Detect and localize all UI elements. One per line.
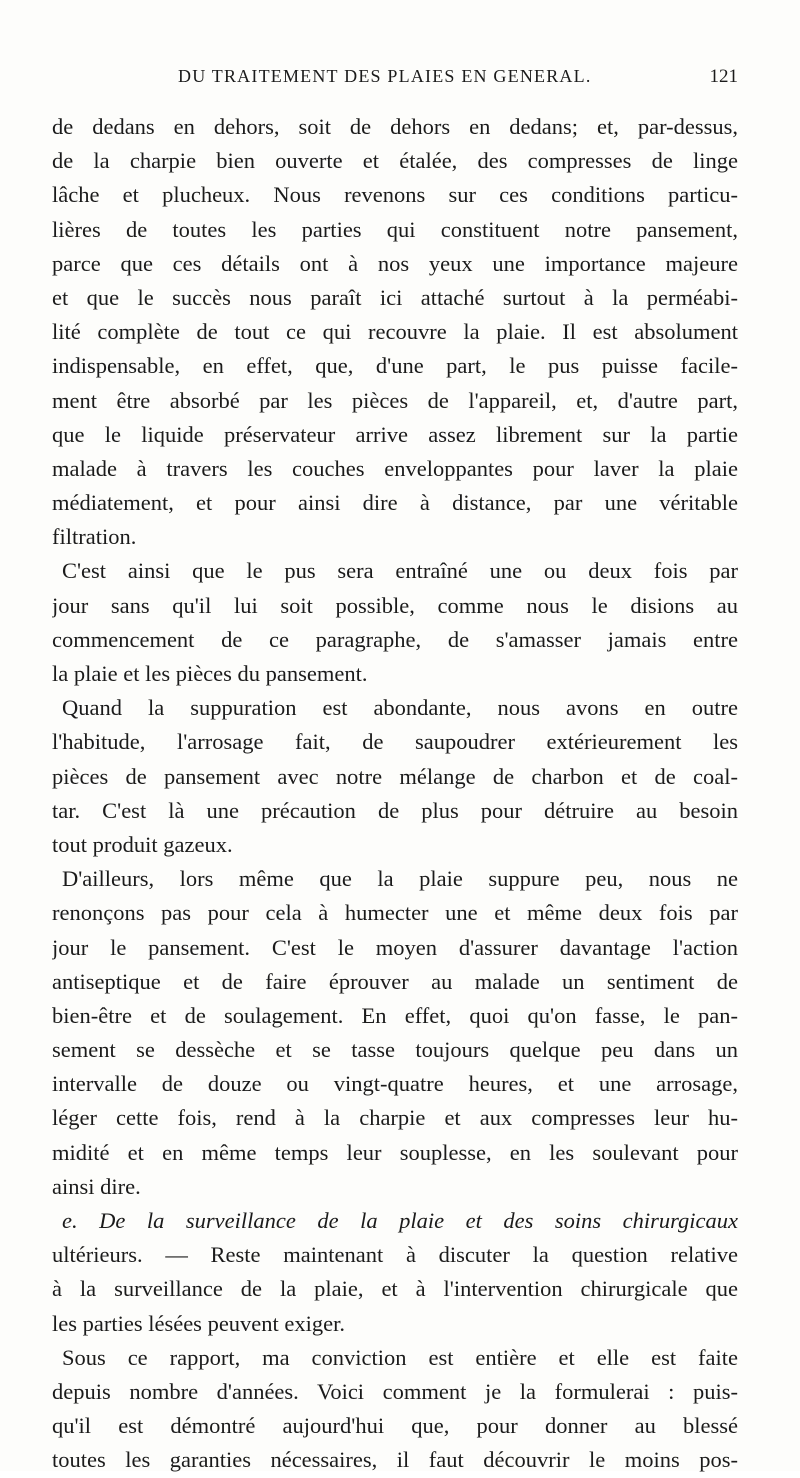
text-line: que le liquide préservateur arrive assez librement sur la partie xyxy=(52,421,738,447)
text-line: intervalle de douze ou vingt-quatre heures, et une arrosage, xyxy=(52,1071,738,1097)
text-line: midité et en même temps leur souplesse, en les soulevant pour xyxy=(52,1139,738,1165)
text-line: lières de toutes les parties qui constituent notre pansement, xyxy=(52,216,738,242)
page-number: 121 xyxy=(709,66,738,87)
body-text xyxy=(52,110,738,1478)
section-heading-line: e. De la surveillance de la plaie et des soins chirurgicaux xyxy=(62,1208,738,1233)
text-line: la plaie et les pièces du pansement. xyxy=(52,661,368,686)
text-line: et que le succès nous paraît ici attaché surtout à la perméabi- xyxy=(52,284,738,310)
text-line: ultérieurs. — Reste maintenant à discuter la question relative xyxy=(52,1242,738,1268)
text-line: tout produit gazeux. xyxy=(52,831,233,857)
text-line: de la charpie bien ouverte et étalée, des compresses de linge xyxy=(52,148,738,174)
text-line: bien-être et de soulagement. En effet, quoi qu'on fasse, le pan- xyxy=(52,1002,738,1028)
text-line: de dedans en dehors, soit de dehors en dedans; et, par-dessus, xyxy=(52,114,738,139)
text-line: lité complète de tout ce qui recouvre la plaie. Il est absolument xyxy=(52,319,738,345)
text-line: parce que ces détails ont à nos yeux une importance majeure xyxy=(52,250,738,276)
text-line: antiseptique et de faire éprouver au malade un sentiment de xyxy=(52,968,738,994)
text-line: l'habitude, l'arrosage fait, de saupoudrer extérieurement les xyxy=(52,729,738,755)
text-line: depuis nombre d'années. Voici comment je la formulerai : puis- xyxy=(52,1378,738,1404)
text-line: jour sans qu'il lui soit possible, comme nous le disions au xyxy=(52,592,738,618)
text-line: les parties lésées peuvent exiger. xyxy=(52,1310,346,1336)
text-line: Quand la suppuration est abondante, nous avons en outre xyxy=(62,695,738,721)
page-header xyxy=(0,66,800,96)
text-line: à la surveillance de la plaie, et à l'intervention chirurgicale que xyxy=(52,1276,738,1302)
text-line: renonçons pas pour cela à humecter une et même deux fois par xyxy=(52,900,738,926)
text-line: filtration. xyxy=(52,524,137,550)
text-line: malade à travers les couches enveloppantes pour laver la plaie xyxy=(52,455,738,481)
text-line: ment être absorbé par les pièces de l'appareil, et, d'autre part, xyxy=(52,387,738,413)
text-line: qu'il est démontré aujourd'hui que, pour donner au blessé xyxy=(52,1413,738,1439)
text-line: commencement de ce paragraphe, de s'amasser jamais entre xyxy=(52,626,738,652)
text-line: tar. C'est là une précaution de plus pour détruire au besoin xyxy=(52,797,738,823)
text-line: ainsi dire. xyxy=(52,1173,141,1199)
text-line: médiatement, et pour ainsi dire à distance, par une véritable xyxy=(52,490,738,516)
text-line: D'ailleurs, lors même que la plaie suppure peu, nous ne xyxy=(62,866,738,892)
text-line: léger cette fois, rend à la charpie et aux compresses leur hu- xyxy=(52,1105,738,1131)
text-line: jour le pansement. C'est le moyen d'assurer davantage l'action xyxy=(52,934,738,960)
text-line: lâche et plucheux. Nous revenons sur ces conditions particu- xyxy=(52,182,738,208)
text-line: C'est ainsi que le pus sera entraîné une ou deux fois par xyxy=(62,558,738,584)
text-line: toutes les garanties nécessaires, il faut découvrir le moins pos- xyxy=(52,1447,738,1473)
text-line: sement se dessèche et se tasse toujours quelque peu dans un xyxy=(52,1037,738,1063)
text-line: indispensable, en effet, que, d'une part, le pus puisse facile- xyxy=(52,353,738,379)
text-line: Sous ce rapport, ma conviction est entière et elle est faite xyxy=(62,1344,738,1370)
running-title: DU TRAITEMENT DES PLAIES EN GENERAL. xyxy=(178,66,592,86)
text-line: pièces de pansement avec notre mélange de charbon et de coal- xyxy=(52,763,738,789)
